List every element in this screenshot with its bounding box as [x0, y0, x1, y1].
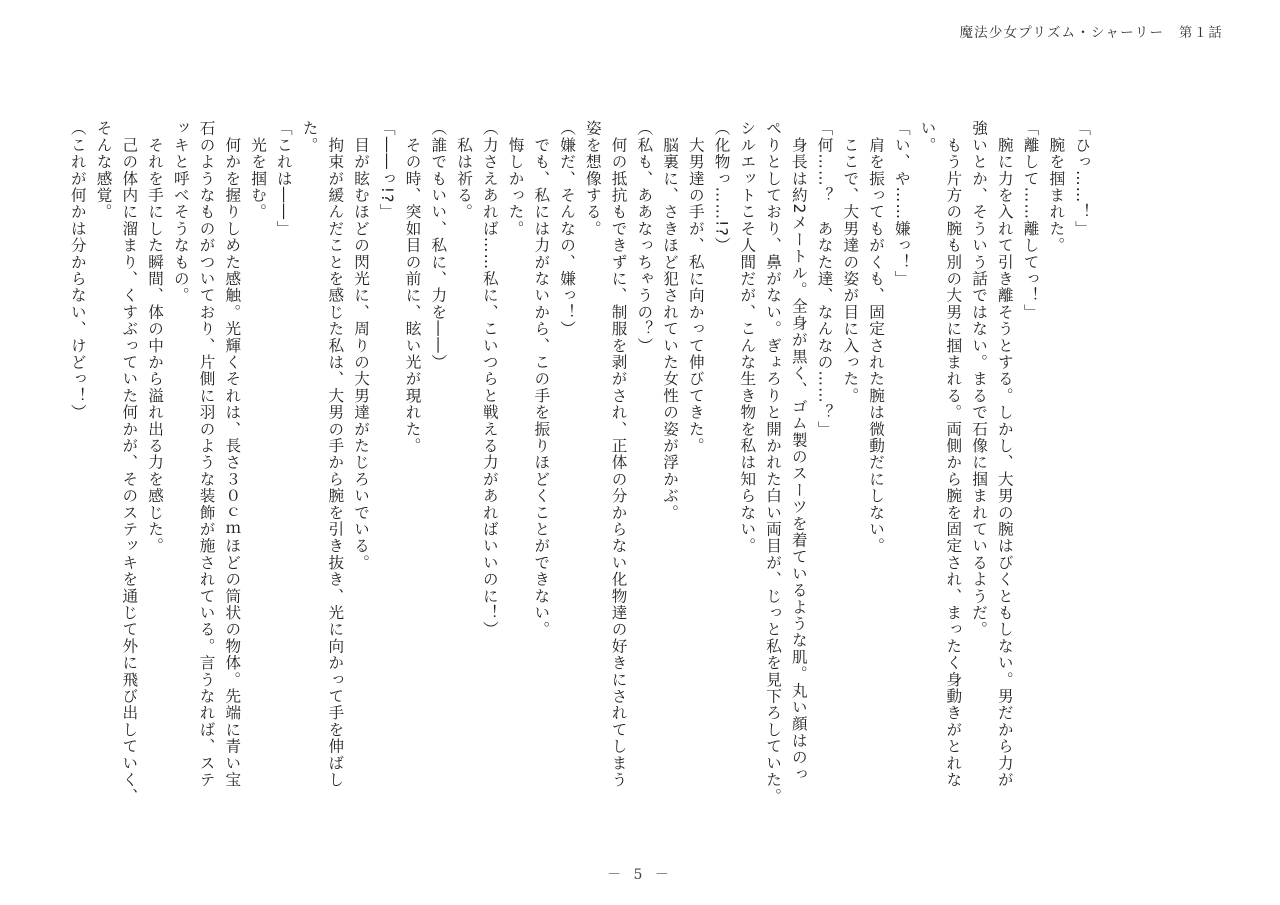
text-line: 「ひっ……！」	[1073, 120, 1091, 237]
text-line: 悔しかった。	[506, 120, 525, 237]
text-line: 「――っ!?」	[377, 120, 396, 221]
text-line: 大男達の手が、私に向かって伸びてきた。	[686, 120, 705, 454]
text-line: 石のようなものがついており、片側に羽のような装飾が施されている。言うなれば、ステ	[197, 120, 216, 788]
page-number: － 5 －	[607, 867, 673, 883]
text-line: 何かを握りしめた感触。光輝くそれは、長さ３０ｃｍほどの筒状の物体。先端に青い宝	[223, 120, 242, 788]
text-line: もう片方の腕も別の大男に掴まれる。両側から腕を固定され、まったく身動きがとれな	[944, 120, 963, 788]
text-line: い。	[918, 120, 937, 154]
text-line: それを手にした瞬間、体の中から溢れ出る力を感じた。	[146, 120, 164, 555]
text-line: （化物っ……!?）	[712, 120, 731, 254]
text-line: 「何……？ あなた達、なんなの……？」	[815, 120, 834, 438]
text-line: （私も、ああなっちゃうの？）	[635, 120, 654, 354]
novel-body-text	[64, 120, 1094, 805]
text-line: た。	[300, 120, 319, 154]
text-line: 私は祈る。	[455, 120, 473, 221]
text-line: 脳裏に、さきほど犯されていた女性の姿が浮かぶ。	[661, 120, 679, 521]
text-line: 身長は約2メートル。全身が黒く、ゴム製のスーツを着ているような肌。丸い顔はのっ	[789, 120, 808, 783]
text-line: そんな感覚。	[94, 120, 113, 221]
text-line: 肩を振ってもがくも、固定された腕は微動だにしない。	[867, 120, 885, 555]
text-line: 「い、や……嫌っ！」	[892, 120, 911, 287]
text-line: 何の抵抗もできずに、制服を剥がされ、正体の分からない化物達の好きにされてしまう	[609, 120, 628, 788]
text-line: 光を掴む。	[249, 120, 267, 221]
running-header: 魔法少女プリズム・シャーリー 第１話	[959, 25, 1223, 41]
text-line: 腕に力を入れて引き離そうとする。しかし、大男の腕はびくともしない。男だから力が	[995, 120, 1014, 788]
text-line: 「離して……離してっ！」	[1021, 120, 1040, 321]
text-line: 姿を想像する。	[583, 120, 602, 237]
text-line: シルエットこそ人間だが、こんな生き物を私は知らない。	[738, 120, 757, 555]
text-line: 「これは――」	[274, 120, 293, 237]
text-line: （誰でもいい、私に、力を――）	[429, 120, 448, 371]
text-line: （力さえあれば……私に、こいつらと戦える力があればいいのに！）	[480, 120, 499, 638]
text-line: その時、突如目の前に、眩い光が現れた。	[403, 120, 422, 454]
text-line: （嫌だ、そんなの、嫌っ！）	[558, 120, 576, 338]
text-line: 拘束が緩んだことを感じた私は、大男の手から腕を引き抜き、光に向かって手を伸ばし	[326, 120, 345, 788]
text-line: ここで、大男達の姿が目に入った。	[841, 120, 860, 404]
text-line: 強いとか、そういう話ではない。まるで石像に掴まれているようだ。	[970, 120, 988, 638]
text-line: でも、私には力がないから、この手を振りほどくことができない。	[532, 120, 551, 638]
text-line: ぺりとしており、鼻がない。ぎょろりと開かれた白い両目が、じっと私を見下ろしていた。	[764, 120, 782, 805]
text-line: 己の体内に溜まり、くすぶっていた何かが、そのステッキを通じて外に飛び出していく、	[120, 120, 139, 805]
text-line: （これが何かは分からない、けどっ！）	[68, 120, 87, 421]
text-line: 目が眩むほどの閃光に、周りの大男達がたじろいでいる。	[352, 120, 370, 571]
text-line: 腕を掴まれた。	[1047, 120, 1066, 254]
text-line: ッキと呼べそうなもの。	[171, 120, 190, 304]
